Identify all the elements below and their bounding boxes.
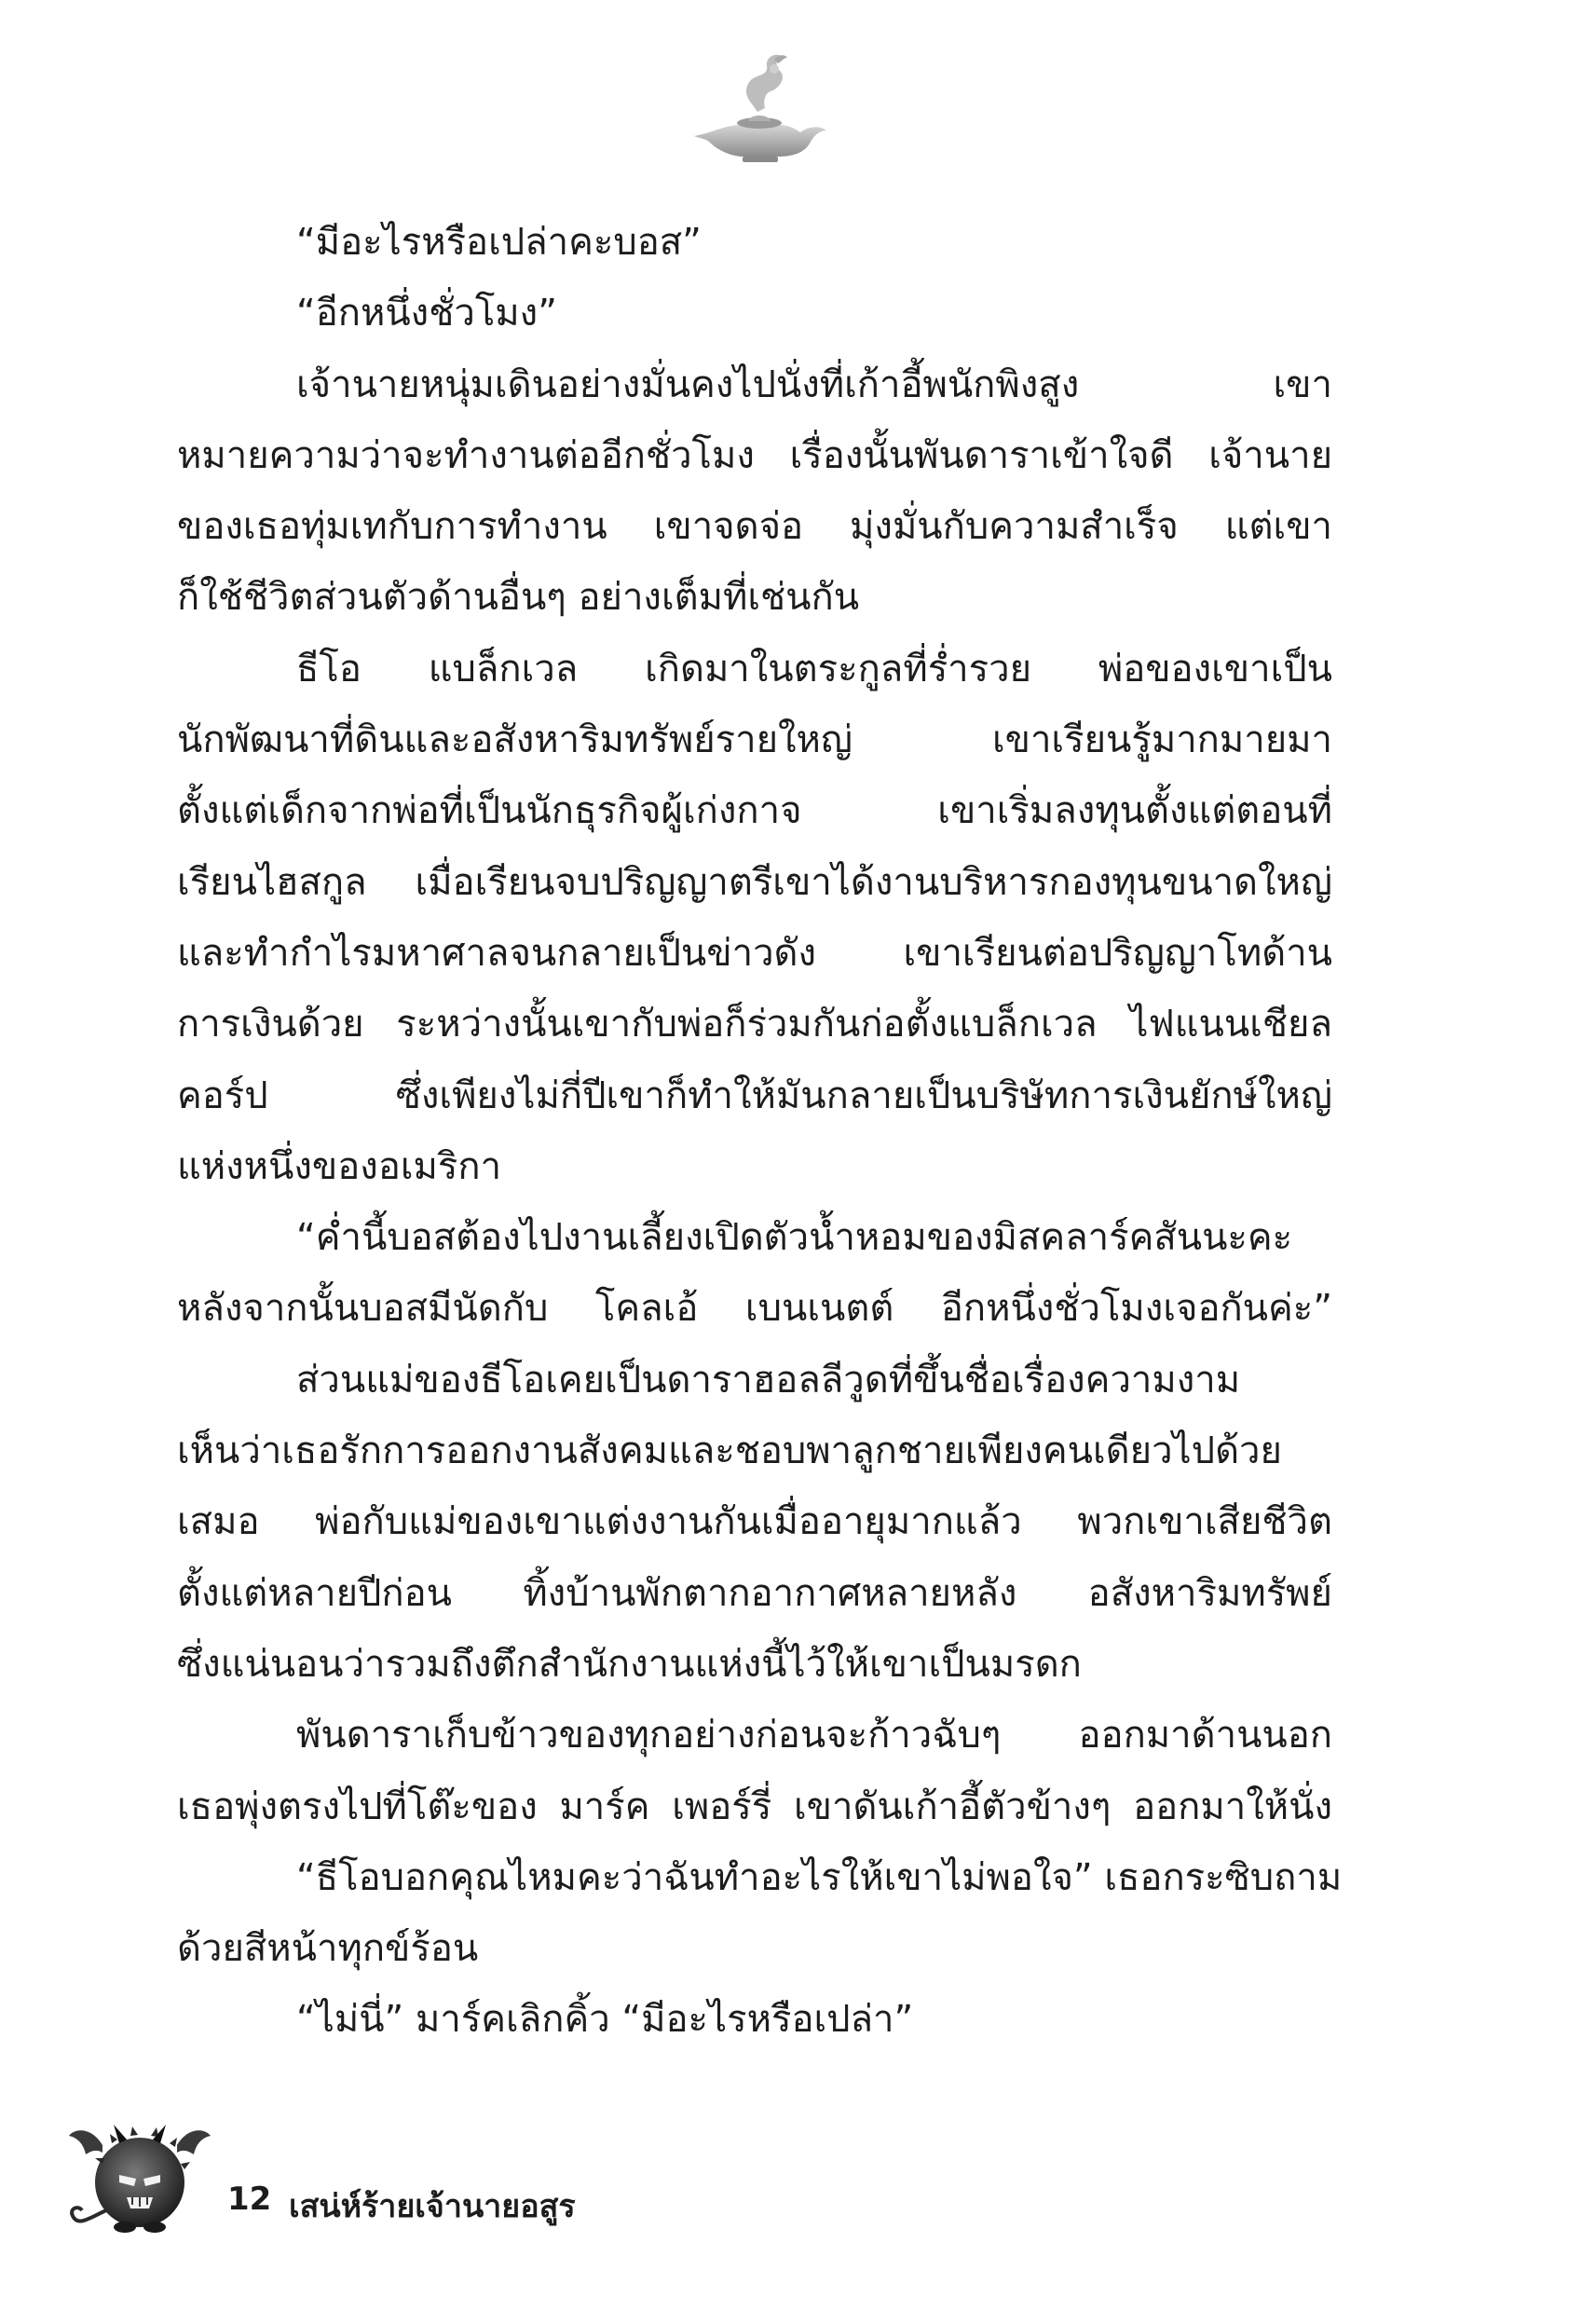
text-line: คอร์ป ซึ่งเพียงไม่กี่ปีเขาก็ทำให้มันกลายเป็นบริษัทการเงินยักษ์ใหญ่	[177, 1073, 1332, 1117]
text-line: เสมอ พ่อกับแม่ของเขาแต่งงานกันเมื่ออายุมากแล้ว พวกเขาเสียชีวิต	[177, 1500, 1332, 1544]
text-line: ส่วนแม่ของธีโอเคยเป็นดาราฮอลลีวูดที่ขึ้นชื่อเรื่องความงาม	[296, 1358, 1241, 1402]
text-line: หมายความว่าจะทำงานต่ออีกชั่วโมง เรื่องนั้นพันดาราเข้าใจดี เจ้านาย	[177, 433, 1332, 477]
text-line: “ค่ำนี้บอสต้องไปงานเลี้ยงเปิดตัวน้ำหอมของมิสคลาร์คสันนะคะ	[296, 1216, 1293, 1260]
text-line: แห่งหนึ่งของอเมริกา	[177, 1144, 502, 1188]
text-line: “อีกหนึ่งชั่วโมง”	[296, 292, 557, 335]
book-title: เสน่ห์ร้ายเจ้านายอสูร	[289, 2188, 576, 2225]
text-line: ตั้งแต่หลายปีก่อน ทิ้งบ้านพักตากอากาศหลายหลัง อสังหาริมทรัพย์	[177, 1571, 1332, 1615]
text-line: “ธีโอบอกคุณไหมคะว่าฉันทำอะไรให้เขาไม่พอใจ” เธอกระซิบถาม	[296, 1855, 1343, 1899]
genie-lamp-icon	[685, 47, 834, 168]
text-line: ซึ่งแน่นอนว่ารวมถึงตึกสำนักงานแห่งนี้ไว้ให้เขาเป็นมรดก	[177, 1642, 1082, 1686]
text-line: เจ้านายหนุ่มเดินอย่างมั่นคงไปนั่งที่เก้าอี้พนักพิงสูง เขา	[296, 362, 1332, 406]
page-number: 12	[227, 2181, 272, 2218]
page-footer	[65, 2108, 717, 2257]
text-line: ก็ใช้ชีวิตส่วนตัวด้านอื่นๆ อย่างเต็มที่เช่นกัน	[177, 576, 860, 620]
text-line: การเงินด้วย ระหว่างนั้นเขากับพ่อก็ร่วมกันก่อตั้งแบล็กเวล ไฟแนนเชียล	[177, 1003, 1332, 1046]
text-line: หลังจากนั้นบอสมีนัดกับ โคลเอ้ เบนเนตต์ อีกหนึ่งชั่วโมงเจอกันค่ะ”	[177, 1287, 1332, 1331]
text-line: “ไม่นี่” มาร์คเลิกคิ้ว “มีอะไรหรือเปล่า”	[296, 1998, 914, 2042]
body-text	[177, 207, 1343, 2056]
text-line: และทำกำไรมหาศาลจนกลายเป็นข่าวดัง เขาเรียนต่อปริญญาโทด้าน	[177, 931, 1332, 975]
text-line: “มีอะไรหรือเปล่าคะบอส”	[296, 221, 702, 264]
horned-monster-mascot-icon	[65, 2108, 214, 2248]
text-line: ของเธอทุ่มเทกับการทำงาน เขาจดจ่อ มุ่งมั่นกับความสำเร็จ แต่เขา	[177, 505, 1332, 549]
text-line: ตั้งแต่เด็กจากพ่อที่เป็นนักธุรกิจผู้เก่งกาจ เขาเริ่มลงทุนตั้งแต่ตอนที่	[177, 789, 1332, 833]
text-line: นักพัฒนาที่ดินและอสังหาริมทรัพย์รายใหญ่ เขาเรียนรู้มากมายมา	[177, 718, 1332, 762]
text-line: ด้วยสีหน้าทุกข์ร้อน	[177, 1927, 479, 1971]
text-line: เธอพุ่งตรงไปที่โต๊ะของ มาร์ค เพอร์รี่ เขาดันเก้าอี้ตัวข้างๆ ออกมาให้นั่ง	[177, 1785, 1332, 1828]
text-line: เห็นว่าเธอรักการออกงานสังคมและชอบพาลูกชายเพียงคนเดียวไปด้วย	[177, 1429, 1282, 1473]
text-line: เรียนไฮสกูล เมื่อเรียนจบปริญญาตรีเขาได้งานบริหารกองทุนขนาดใหญ่	[177, 860, 1332, 904]
text-line: ธีโอ แบล็กเวล เกิดมาในตระกูลที่ร่ำรวย พ่อของเขาเป็น	[296, 647, 1332, 691]
text-line: พันดาราเก็บข้าวของทุกอย่างก่อนจะก้าวฉับๆ ออกมาด้านนอก	[296, 1714, 1332, 1757]
